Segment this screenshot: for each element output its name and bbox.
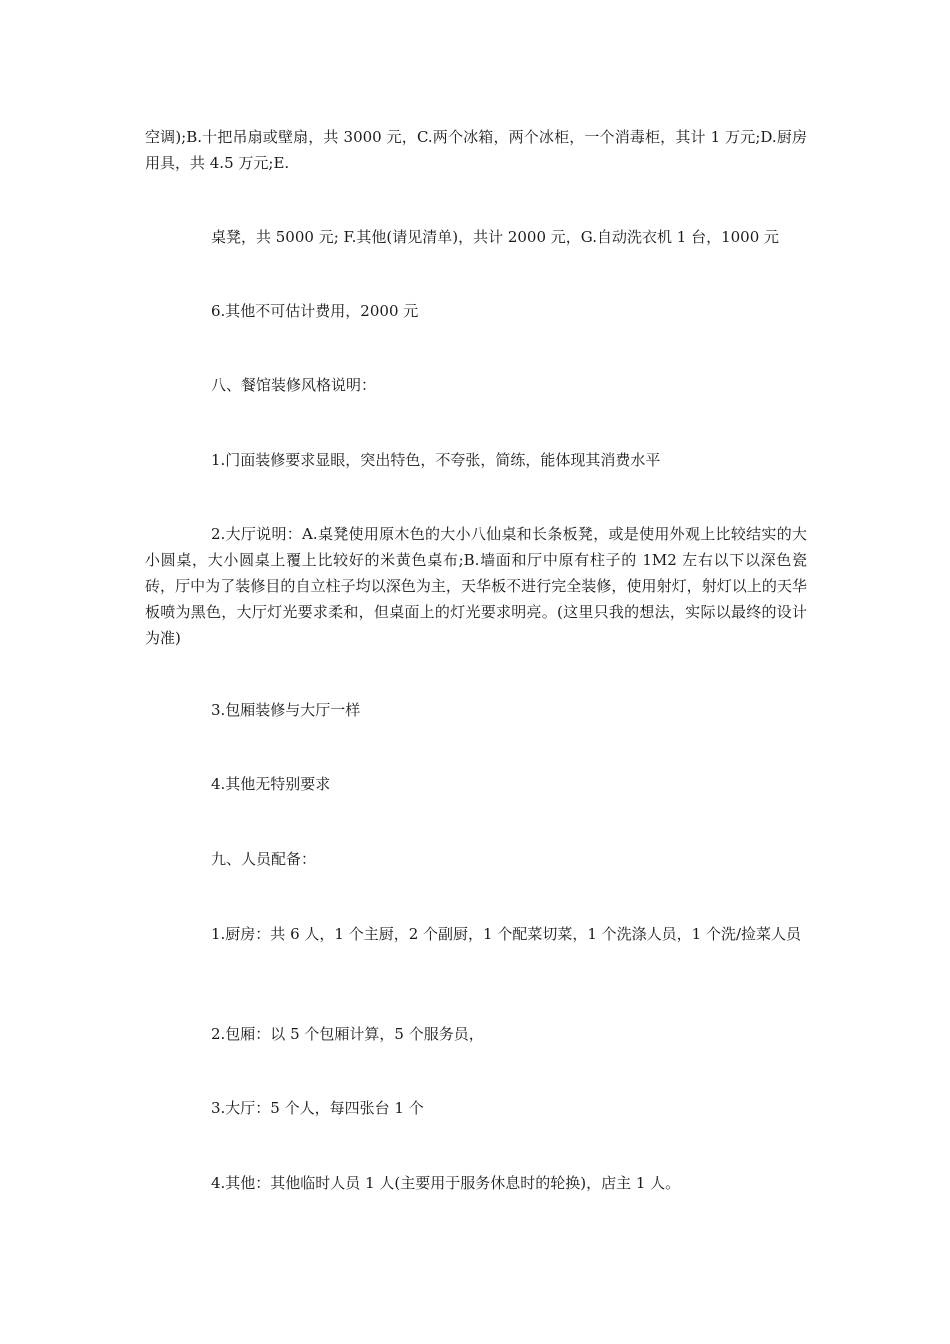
paragraph-other-requirements: 4.其他无特别要求: [211, 775, 331, 793]
paragraph-equipment-costs: 空调);B.十把吊扇或壁扇，共 3000 元，C.两个冰箱，两个冰柜，一个消毒柜，其计 1 万元;D.厨房用具，共 4.5 万元;E.: [145, 128, 807, 172]
paragraph-kitchen-staff: 1.厨房：共 6 人，1 个主厨，2 个副厨，1 个配菜切菜，1 个洗涤人员，1 个洗/捡菜人员: [211, 925, 802, 943]
paragraph-furniture-costs: 桌凳，共 5000 元; F.其他(请见清单)，共计 2000 元，G.自动洗衣机 1 台，1000 元: [211, 228, 780, 246]
paragraph-storefront: 1.门面装修要求显眼，突出特色，不夸张，简练，能体现其消费水平: [211, 451, 661, 469]
paragraph-private-room-staff: 2.包厢：以 5 个包厢计算，5 个服务员，: [211, 1025, 484, 1043]
paragraph-other-staff: 4.其他：其他临时人员 1 人(主要用于服务休息时的轮换)，店主 1 人。: [211, 1174, 681, 1192]
paragraph-hall-staff: 3.大厅：5 个人，每四张台 1 个: [211, 1099, 424, 1117]
paragraph-hall-description: 2.大厅说明：A.桌凳使用原木色的大小八仙桌和长条板凳，或是使用外观上比较结实的大小圆桌，大小圆桌上覆上比较好的米黄色桌布;B.墙面和厅中原有柱子的 1M2 左右以下以深色瓷砖，厅中为了装修目的自立柱子均以深色为主，天华板不进行完全装修，使用射灯，射灯以上的天华板喷为黑色，大厅灯光要求柔和，但桌面上的灯光要求明亮。(这里只我的想法，实际以最终的设计为准): [145, 525, 807, 647]
paragraph-other-costs: 6.其他不可估计费用，2000 元: [211, 302, 419, 320]
paragraph-private-rooms: 3.包厢装修与大厅一样: [211, 701, 361, 719]
section-heading-staffing: 九、人员配备：: [211, 850, 317, 868]
section-heading-decoration-style: 八、餐馆装修风格说明：: [211, 376, 377, 394]
